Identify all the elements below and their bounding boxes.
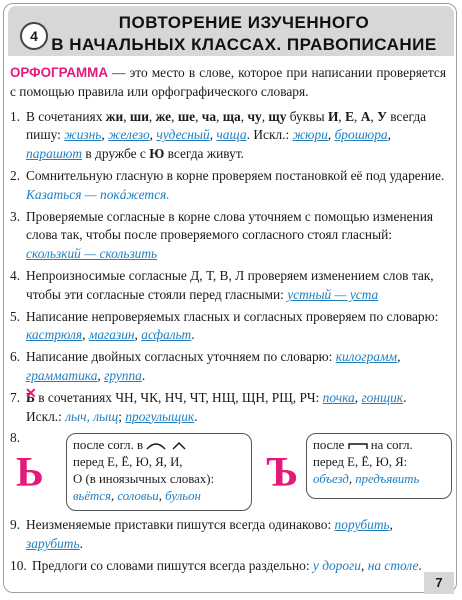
example-word: объезд [313, 472, 349, 487]
example-word: у дороги [312, 557, 361, 573]
example-word: скользкий — скользить [26, 246, 158, 262]
example-word: жюри [292, 127, 328, 143]
example-word: порубить [334, 517, 390, 533]
hard-sign-big: Ъ [266, 450, 299, 497]
rule-number: 8. [10, 430, 21, 446]
example-word: соловьи [117, 489, 159, 504]
section-header [8, 6, 454, 56]
crossed-soft-sign: Ь ✕ [26, 389, 35, 408]
intro-paragraph [10, 64, 446, 102]
rule-4 [10, 267, 446, 305]
example-word: асфальт [141, 327, 192, 343]
rule-9 [10, 516, 446, 554]
prefix-mark-icon [348, 442, 368, 450]
rule-text: Проверяемые согласные в корне слова уточняем с помощью изменения слова так, чтобы после проверяемого согласного стоял гласный: скользкий — скользить [26, 208, 434, 262]
rule-text: Непроизносимые согласные Д, Т, В, Л проверяем изменением слов так, чтобы эти согласные стояли перед гласными: устный — уста [26, 267, 434, 302]
rule-5 [10, 308, 446, 346]
rule-8 [10, 429, 446, 513]
rule-number: 3. [10, 208, 21, 224]
arc-icon [146, 442, 166, 450]
rule-number: 9. [10, 517, 21, 533]
rule-number: 7. [10, 389, 21, 405]
example-word: устный — уста [287, 286, 379, 302]
example-word: кастрюля [26, 327, 83, 343]
caret-icon [169, 442, 189, 450]
example-word: зарубить [26, 536, 80, 552]
soft-sign-big: Ь [16, 450, 44, 497]
example-word: парашют [26, 146, 83, 162]
example-word: магазин [88, 327, 135, 343]
example-word: группа [104, 367, 142, 383]
rule-1 [10, 108, 446, 164]
intro-term: ОРФОГРАММА [10, 65, 109, 80]
rule-10 [10, 557, 446, 576]
rule-2 [10, 167, 446, 205]
example-word: чаща [216, 127, 247, 143]
example-word: лыч, лыщ [65, 408, 119, 424]
rule-text: Написание двойных согласных уточняем по словарю: килограмм, грамматика, группа. [26, 349, 401, 383]
example-word: Казаться — покáжется. [26, 186, 170, 202]
rule-number: 6. [10, 349, 21, 365]
hard-sign-rule-box: после на согл. перед Е, Ё, Ю, Я: объезд, предъявить [306, 433, 452, 499]
example-word: на столе [367, 557, 419, 573]
example-word: вьётся [73, 489, 111, 504]
rule-text: Неизменяемые приставки пишутся всегда одинаково: порубить, зарубить. [26, 517, 393, 552]
section-title-line2: В НАЧАЛЬНЫХ КЛАССАХ. ПРАВОПИСАНИЕ [51, 35, 437, 54]
section-number-badge: 4 [20, 22, 48, 50]
rule-text: В сочетаниях жи, ши, же, ше, ча, ща, чу, щу буквы И, Е, А, У всегда пишу: жизнь, железо, чудесный, чаща. Искл.: жюри, брошюра, парашют в дружбе с Ю всегда живут. [26, 108, 427, 162]
example-word: гонщик [361, 389, 404, 405]
example-word: предъявить [355, 472, 420, 487]
rule-number: 1. [10, 108, 21, 124]
rule-number: 4. [10, 267, 21, 283]
example-word: жизнь [64, 127, 102, 143]
rule-number: 5. [10, 308, 21, 324]
example-word: железо [108, 127, 150, 143]
example-word: чудесный [156, 127, 210, 143]
rule-number: 10. [10, 557, 27, 573]
intro-text: — это место в слове, которое при написании проверяется с помощью правила или орфографического словаря. [10, 65, 446, 99]
soft-sign-rule-box: после согл. в перед Е, Ё, Ю, Я, И, О (в иноязычных словах): вьётся, соловьи, бульон [66, 433, 252, 511]
rule-6 [10, 348, 446, 386]
example-word: прогулыщик [125, 408, 195, 424]
rule-text: Предлоги со словами пишутся всегда раздельно: у дороги, на столе. [32, 557, 422, 573]
rule-text: Ь ✕ в сочетаниях ЧН, ЧК, НЧ, ЧТ, НЩ, ЩН, РЩ, РЧ: почка, гонщик. Искл.: лыч, лыщ; прогулыщик. [26, 389, 446, 427]
rule-3 [10, 208, 446, 264]
example-word: бульон [165, 489, 201, 504]
example-word: килограмм [335, 349, 398, 365]
page-number: 7 [424, 572, 454, 594]
rule-text: Написание непроверяемых гласных и согласных проверяем по словарю: кастрюля, магазин, асфальт. [26, 308, 439, 343]
rule-7 [10, 389, 446, 427]
rule-number: 2. [10, 167, 21, 183]
example-word: почка [322, 389, 355, 405]
section-title-line1: ПОВТОРЕНИЕ ИЗУЧЕННОГО [118, 13, 370, 32]
rules-content [10, 64, 446, 579]
example-word: брошюра [334, 127, 388, 143]
section-title [48, 12, 440, 56]
rule-text: Сомнительную гласную в корне проверяем постановкой её под ударение. Казаться — покáжется. [26, 167, 445, 202]
example-word: грамматика [26, 367, 98, 383]
